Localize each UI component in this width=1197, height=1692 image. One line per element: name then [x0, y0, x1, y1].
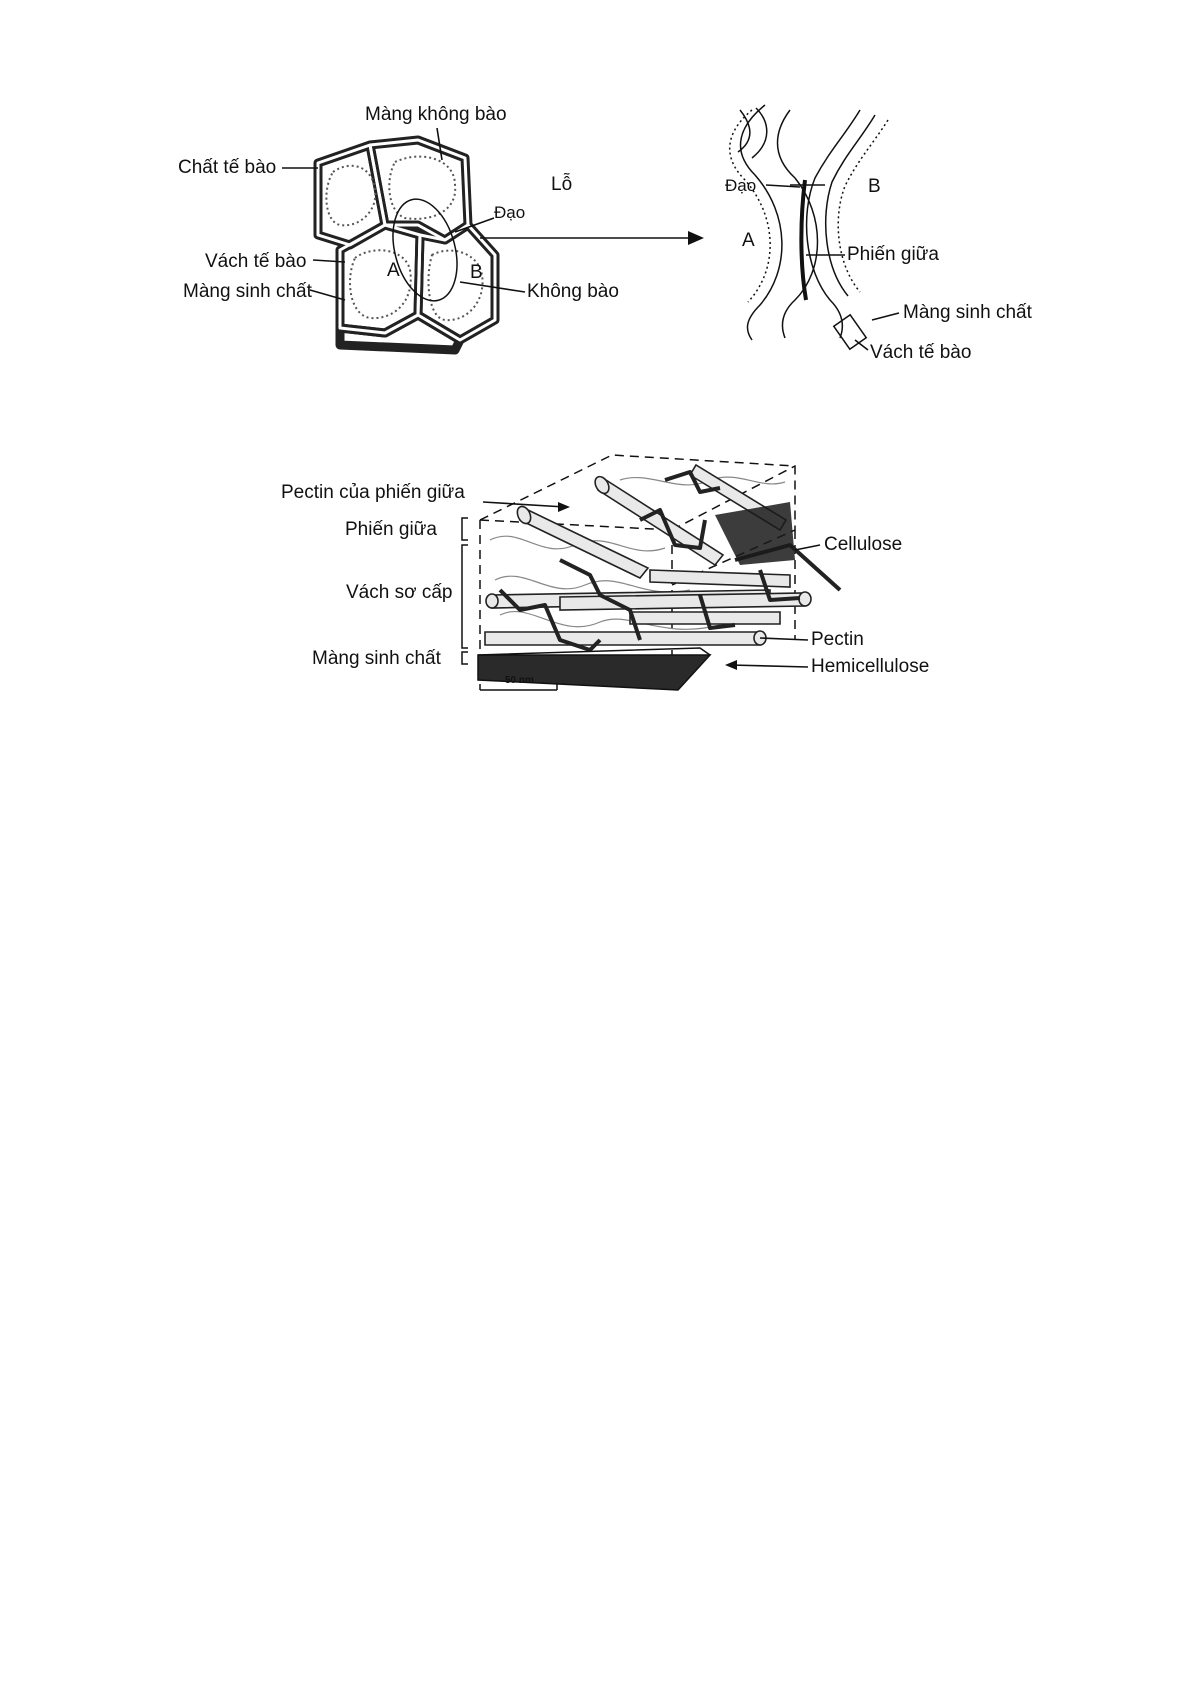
label-mang-khong-bao: Màng không bào — [365, 104, 507, 125]
middle-lamella — [801, 180, 806, 300]
vacuole-membrane-1 — [326, 166, 375, 226]
vacuole-membrane-4 — [428, 251, 482, 321]
label-cell-b-right: B — [868, 176, 881, 197]
label-khong-bao: Không bào — [527, 281, 619, 302]
label-mang-sinh-chat-right: Màng sinh chất — [903, 302, 1032, 323]
label-hemicellulose: Hemicellulose — [811, 656, 930, 677]
label-vach-so-cap: Vách sơ cấp — [346, 582, 453, 603]
zoom-arrowhead — [688, 231, 704, 245]
label-mang-sinh-chat-left: Màng sinh chất — [183, 281, 312, 302]
cell-network-diagram — [178, 104, 704, 350]
label-mang-sinh-chat-fig2: Màng sinh chất — [312, 648, 441, 669]
cell-wall-3d-diagram — [281, 455, 929, 690]
label-cell-a-right: A — [742, 230, 755, 251]
dense-cellulose-region — [715, 502, 795, 565]
label-dao-left: Đạo — [494, 203, 526, 222]
label-cell-a-left: A — [387, 260, 400, 281]
label-chat-te-bao: Chất tế bào — [178, 157, 277, 178]
label-vach-te-bao-left: Vách tế bào — [205, 251, 307, 272]
scale-bar-label: 50 nm — [505, 675, 534, 686]
enlarged-wall-diagram — [725, 105, 1033, 363]
pit-highlight-circle — [383, 192, 468, 308]
label-vach-te-bao-right: Vách tế bào — [870, 342, 972, 363]
label-phien-giua: Phiến giữa — [345, 519, 437, 540]
label-lo: Lỗ — [551, 174, 573, 195]
label-dao-right: Đạo — [725, 176, 757, 195]
bracket-phien-giua — [462, 518, 468, 540]
label-cell-b-left: B — [470, 262, 483, 283]
vacuole-membrane-3 — [350, 250, 411, 318]
label-pectin-phien-giua: Pectin của phiến giữa — [281, 482, 465, 503]
label-pectin: Pectin — [811, 629, 864, 650]
bracket-mang-sinh-chat — [462, 652, 468, 664]
label-phien-giua-right: Phiến giữa — [847, 244, 939, 265]
bracket-vach-so-cap — [462, 545, 468, 648]
cell-wall-bottom-bottom — [340, 315, 460, 350]
label-cellulose: Cellulose — [824, 534, 903, 555]
